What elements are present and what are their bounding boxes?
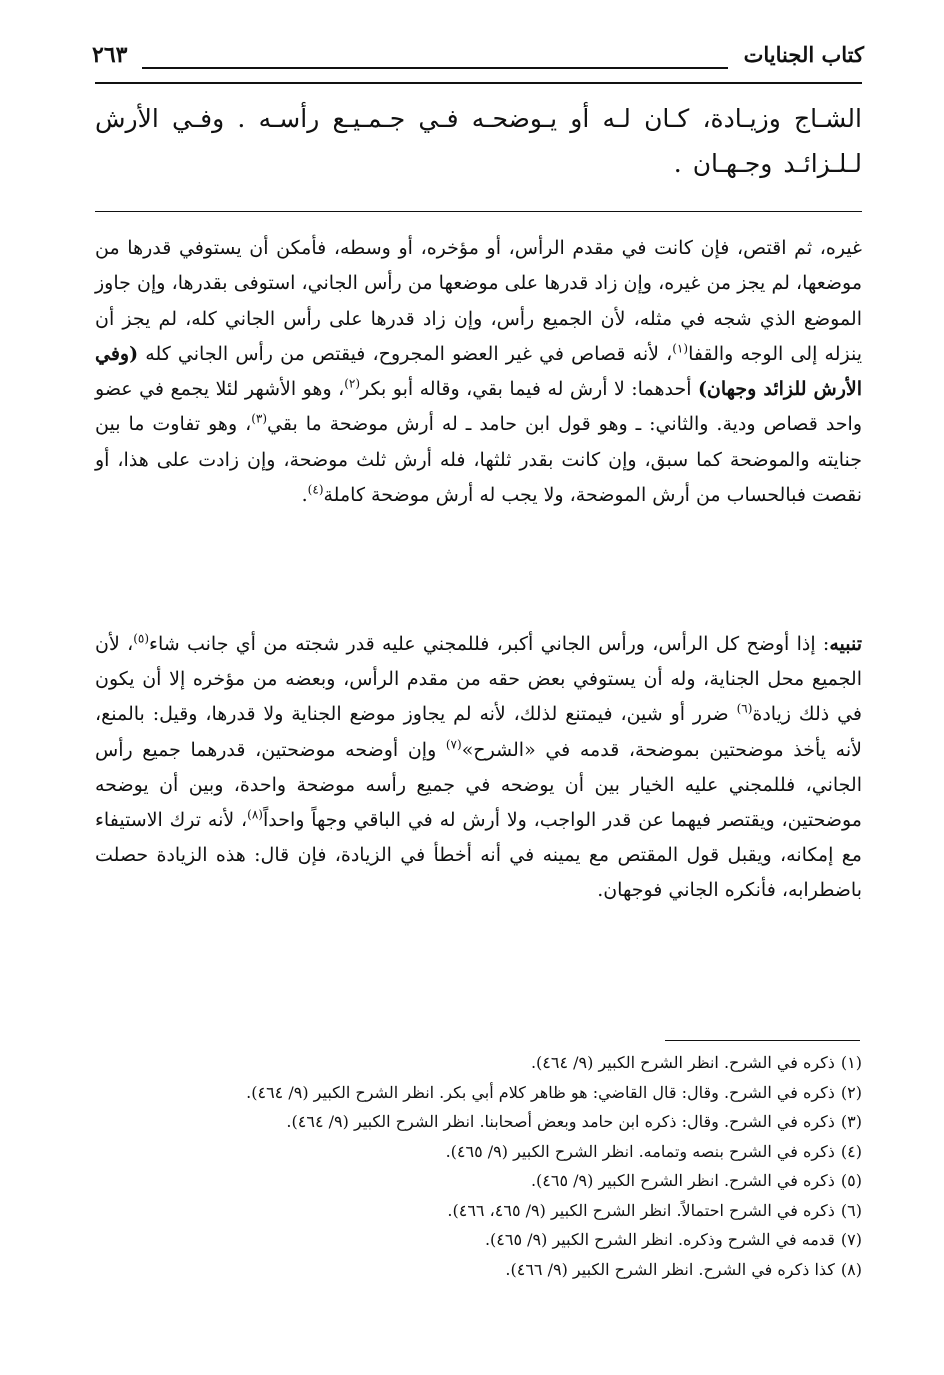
sharh-paragraph-1 <box>95 231 862 513</box>
header-title-rule <box>142 67 728 69</box>
footnote-item <box>95 1255 862 1285</box>
footnote-number: (٤) <box>840 1141 862 1161</box>
footnote-ref-7: (٧) <box>445 737 462 752</box>
footnote-ref-8: (٨) <box>247 807 263 822</box>
header-divider <box>95 82 862 84</box>
footnote-ref-4: (٤) <box>307 482 324 497</box>
footnote-ref-5: (٥) <box>133 631 150 646</box>
sharh-paragraph-2 <box>95 627 862 909</box>
footnote-divider <box>665 1040 860 1041</box>
sharh1-text-f: . <box>301 484 308 507</box>
running-header <box>92 40 864 80</box>
footnote-text: ذكره في الشرح احتمالاً. انظر الشرح الكبير (٩/ ٤٦٥، ٤٦٦). <box>447 1200 835 1220</box>
footnote-text: قدمه في الشرح وذكره. انظر الشرح الكبير (٩/ ٤٦٥). <box>484 1230 835 1249</box>
sharh1-text-a: غيره، ثم اقتص، فإن كانت في مقدم الرأس، أو مؤخره، أو وسطه، فأمكن أن يستوفي قدرها من موضعها، لم يجز من غيره، وإن زاد قدرها على موضعها من رأس الجاني، استوفى بقدرها، وإن جاوز الموضع الذي شجه في مثله، لأن الجميع رأس، وإن زاد قدرها على رأس الجاني كله، لم يجز أن ينزله إلى الوجه والقفا <box>95 237 862 365</box>
footnote-ref-3: (٣) <box>251 412 268 427</box>
footnote-text: ذكره في الشرح. انظر الشرح الكبير (٩/ ٤٦٤). <box>530 1053 835 1072</box>
sharh1-text-b: ، لأنه قصاص في غير العضو المجروح، فيقتص من رأس الجاني كله <box>138 342 673 365</box>
sharh1-text-d: ، وهو الأشهر لئلا يجمع في عضو واحد قصاص ودية. والثاني: ـ وهو قول ابن حامد ـ له أرش موضحة ما بقي <box>95 378 862 436</box>
tanbih-label: تنبيه <box>829 633 862 655</box>
footnote-item <box>95 1048 862 1078</box>
matn-sharh-divider <box>95 211 862 212</box>
footnote-item <box>95 1225 862 1255</box>
footnote-number: (٨) <box>840 1259 862 1279</box>
sharh2-text-b: ، لأن الجميع محل الجناية، وله أن يستوفي بعض حقه من مقدم الرأس، وبعضه من مؤخره إلا أن يكون في ذلك زيادة <box>95 633 862 726</box>
footnote-text: ذكره في الشرح. انظر الشرح الكبير (٩/ ٤٦٥). <box>530 1171 835 1190</box>
footnote-number: (٣) <box>840 1112 862 1131</box>
matn-paragraph: الشـاج وزيـادة، كـان لـه أو يـوضحـه فـي جـمـيـع رأسـه . وفـي الأرش لـلـزائـد وجـهـان . <box>95 104 862 178</box>
page-number: ٢٦٣ <box>92 42 128 68</box>
footnote-number: (٢) <box>840 1082 862 1102</box>
sharh1-text-c: أحدهما: لا أرش له فيما بقي، وقاله أبو بكر <box>360 378 698 401</box>
matn-text <box>95 96 862 186</box>
sharh2-text-d: وإن أوضحه موضحتين، قدرهما جميع رأس الجاني، فللمجني عليه الخيار بين أن يوضحه في جميع رأسه موضحة واحدة، وبين أن يوضحه موضحتين، ويقتصر فيهما عن قدر الواجب، ولا أرش له في الباقي وجهاً واحداً <box>95 738 862 832</box>
sharh2-text-c: ضرر أو شين، فيمتنع لذلك، لأنه لم يجاوز موضع الجناية ولا قدرها، وقيل: بالمنع، لأنه يأخذ موضحتين بموضحة، قدمه في «الشرح» <box>95 703 862 761</box>
footnotes <box>95 1048 862 1284</box>
footnote-number: (١) <box>840 1053 862 1072</box>
footnote-ref-1: (١) <box>672 341 689 356</box>
footnote-number: (٦) <box>840 1200 862 1220</box>
footnote-text: ذكره في الشرح بنصه وتمامه. انظر الشرح الكبير (٩/ ٤٦٥). <box>445 1141 835 1161</box>
footnote-ref-2: (٢) <box>344 376 361 391</box>
footnote-ref-6: (٦) <box>736 702 753 717</box>
chapter-title: كتاب الجنايات <box>743 42 864 67</box>
sharh1-text-e: ، وهو تفاوت ما بين جنايته والموضحة كما سبق، وإن كانت بقدر ثلثها، فله أرش ثلث موضحة، وإن زادت على هذا، أو نقصت فبالحساب من أرش الموضحة، ولا يجب له أرش موضحة كاملة <box>95 413 862 507</box>
footnote-text: كذا ذكره في الشرح. انظر الشرح الكبير (٩/ ٤٦٦). <box>505 1259 835 1279</box>
footnote-number: (٧) <box>840 1230 862 1249</box>
footnote-text: ذكره في الشرح. وقال: ذكره ابن حامد وبعض أصحابنا. انظر الشرح الكبير (٩/ ٤٦٤). <box>286 1112 835 1131</box>
footnote-item <box>95 1196 862 1226</box>
quoted-matn-phrase: (وفي الأرش للزائد وجهان) <box>95 342 862 401</box>
footnote-item <box>95 1137 862 1167</box>
footnote-item <box>95 1166 862 1196</box>
sharh2-text-a: : إذا أوضح كل الرأس، ورأس الجاني أكبر، فللمجني عليه قدر شجته من أي جانب شاء <box>149 633 830 655</box>
footnote-number: (٥) <box>840 1171 862 1190</box>
footnote-item <box>95 1107 862 1137</box>
sharh2-text-e: ، لأنه ترك الاستيفاء مع إمكانه، ويقبل قول المقتص مع يمينه في أنه أخطأ في الزيادة، فإن قال: هذه الزيادة حصلت باضطرابه، فأنكره الجاني فوجهان. <box>95 809 862 902</box>
footnote-text: ذكره في الشرح. وقال: قال القاضي: هو ظاهر كلام أبي بكر. انظر الشرح الكبير (٩/ ٤٦٤). <box>246 1082 835 1102</box>
footnote-item <box>95 1078 862 1108</box>
